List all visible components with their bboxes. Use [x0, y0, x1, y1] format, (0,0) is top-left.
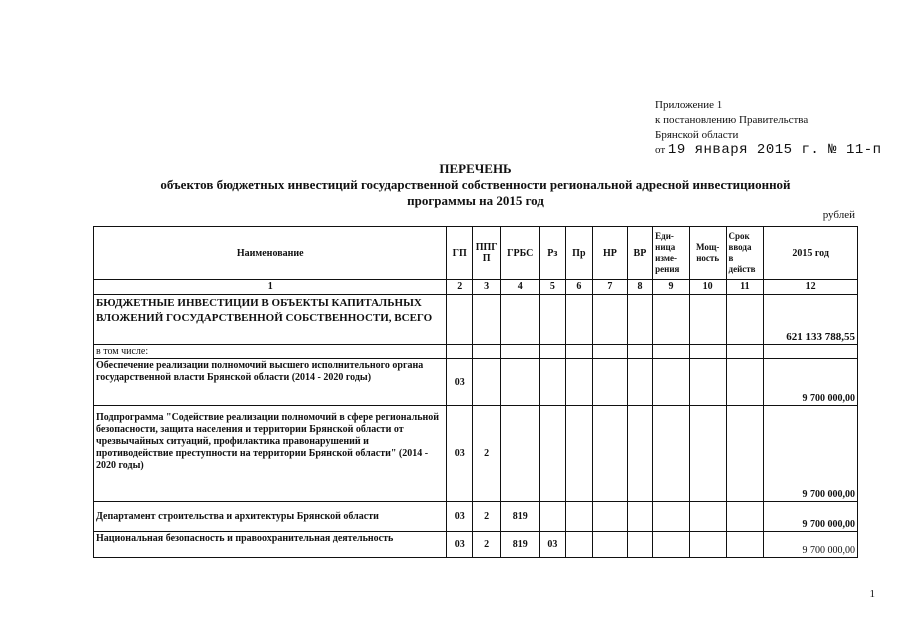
row-name: Национальная безопасность и правоохранительная деятельность [94, 532, 447, 558]
row-amount: 9 700 000,00 [764, 532, 858, 558]
row-ppgp: 2 [472, 502, 501, 532]
row-capacity [689, 406, 726, 502]
row-term [726, 502, 764, 532]
row-amount: 621 133 788,55 [764, 295, 858, 345]
header-unit: Еди- ница изме- рения [653, 227, 690, 280]
row-gp: 03 [447, 406, 472, 502]
column-number: 3 [472, 280, 501, 295]
table-row [94, 502, 858, 532]
appendix-date-line [655, 143, 882, 158]
row-gp: 03 [447, 359, 472, 406]
row-gp: 03 [447, 502, 472, 532]
row-gp [447, 345, 472, 359]
row-term [726, 359, 764, 406]
table-row [94, 345, 858, 359]
column-number: 1 [94, 280, 447, 295]
currency-label: рублей [822, 209, 855, 221]
column-number: 7 [593, 280, 628, 295]
row-name: Обеспечение реализации полномочий высшего исполнительного органа государственной власти Брянской области (2014 - 2020 годы) [94, 359, 447, 406]
header-rz: Рз [540, 227, 565, 280]
row-grbs: 819 [501, 502, 540, 532]
row-amount [764, 345, 858, 359]
row-pr [565, 406, 593, 502]
row-capacity [689, 295, 726, 345]
column-number: 12 [764, 280, 858, 295]
row-pr [565, 295, 593, 345]
row-nr [593, 345, 628, 359]
row-term [726, 345, 764, 359]
header-name: Наименование [94, 227, 447, 280]
row-term [726, 406, 764, 502]
title-line-3: программы на 2015 год [407, 193, 544, 208]
row-amount: 9 700 000,00 [764, 359, 858, 406]
row-grbs [501, 406, 540, 502]
row-unit [653, 406, 690, 502]
header-grbs: ГРБС [501, 227, 540, 280]
date-stamp: 19 января 2015 г. № 11-п [667, 142, 882, 158]
appendix-line-2: к постановлению Правительства [655, 114, 809, 126]
column-number-row [94, 280, 858, 295]
table-row [94, 295, 858, 345]
document-title [93, 161, 858, 209]
row-rz [540, 295, 565, 345]
row-rz [540, 359, 565, 406]
row-vr [627, 406, 652, 502]
column-number: 6 [565, 280, 593, 295]
table-row [94, 359, 858, 406]
row-grbs [501, 359, 540, 406]
row-pr [565, 502, 593, 532]
row-vr [627, 295, 652, 345]
appendix-line-3: Брянской области [655, 129, 739, 141]
column-number: 2 [447, 280, 472, 295]
row-nr [593, 359, 628, 406]
header-term: Срок ввода в действ [726, 227, 764, 280]
row-rz [540, 406, 565, 502]
row-grbs [501, 345, 540, 359]
column-number: 8 [627, 280, 652, 295]
row-pr [565, 345, 593, 359]
header-nr: НР [593, 227, 628, 280]
row-name: в том числе: [94, 345, 447, 359]
table-row [94, 532, 858, 558]
row-unit [653, 502, 690, 532]
row-vr [627, 359, 652, 406]
row-amount: 9 700 000,00 [764, 406, 858, 502]
header-year: 2015 год [764, 227, 858, 280]
row-unit [653, 345, 690, 359]
row-name: Департамент строительства и архитектуры Брянской области [94, 502, 447, 532]
column-number: 4 [501, 280, 540, 295]
row-term [726, 532, 764, 558]
row-rz: 03 [540, 532, 565, 558]
row-gp [447, 295, 472, 345]
row-vr [627, 532, 652, 558]
title-line-2: объектов бюджетных инвестиций государственной собственности региональной адресной инвестиционной [160, 177, 791, 192]
row-vr [627, 345, 652, 359]
row-ppgp [472, 359, 501, 406]
row-name: БЮДЖЕТНЫЕ ИНВЕСТИЦИИ В ОБЪЕКТЫ КАПИТАЛЬНЫХ ВЛОЖЕНИЙ ГОСУДАРСТВЕННОЙ СОБСТВЕННОСТИ, ВСЕГО [94, 295, 447, 345]
header-ppgp: ППГ П [472, 227, 501, 280]
row-gp: 03 [447, 532, 472, 558]
investment-table [93, 226, 858, 558]
header-pr: Пр [565, 227, 593, 280]
row-rz [540, 502, 565, 532]
appendix-block [655, 98, 882, 158]
row-rz [540, 345, 565, 359]
row-grbs [501, 295, 540, 345]
column-number: 10 [689, 280, 726, 295]
row-name: Подпрограмма "Содействие реализации полномочий в сфере региональной безопасности, защита населения и территории Брянской области от чрезвычайных ситуаций, профилактика правонарушений и противодействие преступности на территории Брянской области" (2014 - 2020 годы) [94, 406, 447, 502]
page-number: 1 [869, 588, 875, 600]
row-ppgp: 2 [472, 532, 501, 558]
row-term [726, 295, 764, 345]
title-line-1: ПЕРЕЧЕНЬ [439, 161, 512, 176]
row-amount: 9 700 000,00 [764, 502, 858, 532]
row-nr [593, 502, 628, 532]
row-unit [653, 295, 690, 345]
row-ppgp: 2 [472, 406, 501, 502]
row-unit [653, 359, 690, 406]
column-number: 5 [540, 280, 565, 295]
header-gp: ГП [447, 227, 472, 280]
column-number: 11 [726, 280, 764, 295]
row-pr [565, 532, 593, 558]
column-number: 9 [653, 280, 690, 295]
row-capacity [689, 359, 726, 406]
row-nr [593, 532, 628, 558]
header-capacity: Мощ- ность [689, 227, 726, 280]
row-ppgp [472, 295, 501, 345]
row-pr [565, 359, 593, 406]
row-vr [627, 502, 652, 532]
row-grbs: 819 [501, 532, 540, 558]
row-ppgp [472, 345, 501, 359]
table-row [94, 406, 858, 502]
date-prefix: от [655, 144, 666, 156]
header-vr: ВР [627, 227, 652, 280]
row-nr [593, 295, 628, 345]
header-row [94, 227, 858, 280]
appendix-line-1: Приложение 1 [655, 99, 723, 111]
row-unit [653, 532, 690, 558]
row-capacity [689, 345, 726, 359]
row-capacity [689, 502, 726, 532]
row-nr [593, 406, 628, 502]
row-capacity [689, 532, 726, 558]
